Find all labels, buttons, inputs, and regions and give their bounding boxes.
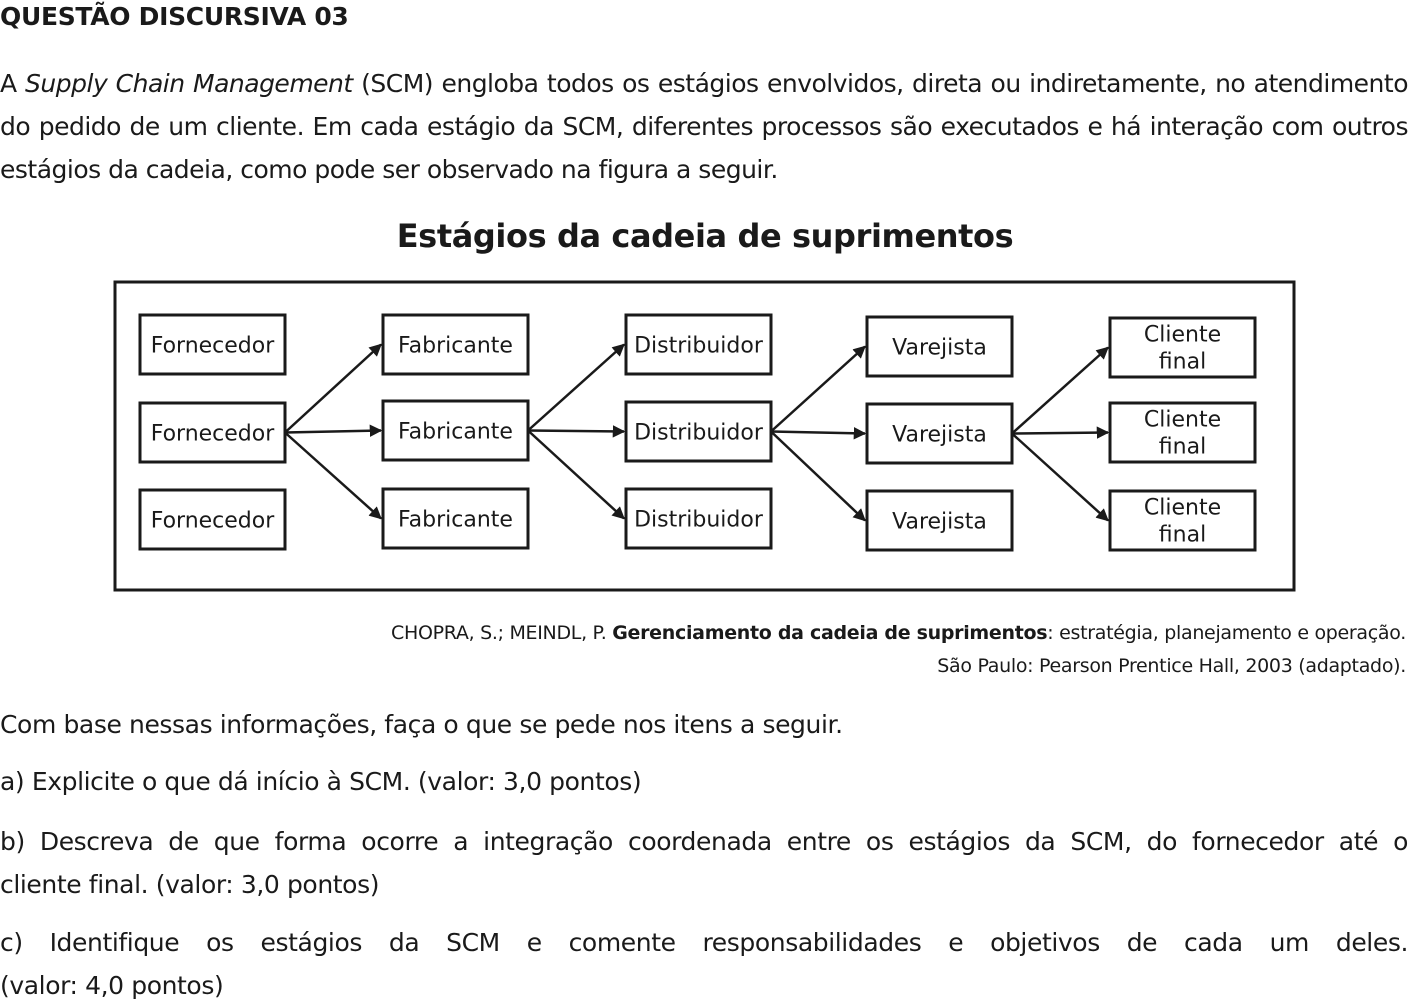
stage-box-label: final — [1158, 522, 1207, 548]
intro-term: Supply Chain Management — [25, 69, 353, 98]
flow-arrow — [1012, 433, 1108, 434]
stage-box-label: final — [1158, 349, 1207, 375]
stage-box-label: Fornecedor — [150, 508, 275, 534]
stage-box-label: Fabricante — [398, 419, 513, 445]
stage-box-label: final — [1158, 434, 1207, 460]
flow-arrow — [285, 345, 381, 433]
flow-arrow — [771, 432, 865, 521]
stage-box-label: Cliente — [1143, 322, 1222, 348]
flow-arrow — [528, 345, 624, 431]
item-c-line-2: (valor: 4,0 pontos) — [0, 971, 224, 1000]
citation-line-2: São Paulo: Pearson Prentice Hall, 2003 (adaptado). — [937, 655, 1406, 677]
stage-box-label: Varejista — [892, 335, 987, 361]
citation-line-1 — [391, 622, 1406, 644]
item-a: a) Explicite o que dá início à SCM. (valor: 3,0 pontos) — [0, 767, 642, 796]
flow-arrow — [771, 347, 865, 432]
stage-box-label: Fabricante — [398, 507, 513, 533]
question-heading: QUESTÃO DISCURSIVA 03 — [0, 2, 349, 31]
flow-arrow — [1012, 348, 1108, 434]
flow-arrow — [1012, 434, 1108, 521]
item-b-line-1: b) Descreva de que forma ocorre a integração coordenada entre os estágios da SCM, do fornecedor até o — [0, 827, 1408, 856]
citation-book: Gerenciamento da cadeia de suprimentos — [612, 622, 1048, 644]
intro-prefix: A — [0, 69, 26, 98]
flow-arrow — [285, 431, 381, 433]
item-b-line-2: cliente final. (valor: 3,0 pontos) — [0, 870, 380, 899]
flow-arrow — [285, 433, 381, 519]
intro-rest: (SCM) engloba todos os estágios envolvidos, direta ou indiretamente, no atendimento do pedido de um cliente. Em cada estágio da SCM, diferentes processos são executados e há interação com outros estágios da cadeia, como pode ser observado na figura a seguir. — [0, 69, 1408, 184]
citation-authors: CHOPRA, S.; MEINDL, P. — [391, 622, 613, 644]
item-c-line-1: c) Identifique os estágios da SCM e comente responsabilidades e objetivos de cada um deles. — [0, 928, 1408, 957]
stage-box-label: Distribuidor — [634, 333, 763, 359]
stage-box-label: Varejista — [892, 422, 987, 448]
stage-box-label: Fornecedor — [150, 421, 275, 447]
instructions-text: Com base nessas informações, faça o que se pede nos itens a seguir. — [0, 710, 843, 739]
stage-box-label: Distribuidor — [634, 420, 763, 446]
flow-arrow — [528, 431, 624, 432]
flow-arrow — [771, 432, 865, 434]
citation-subtitle: : estratégia, planejamento e operação. — [1047, 622, 1406, 644]
stage-box-label: Fabricante — [398, 333, 513, 359]
flow-arrow — [528, 431, 624, 519]
stage-box-label: Cliente — [1143, 495, 1222, 521]
stage-box-label: Fornecedor — [150, 333, 275, 359]
stage-box-label: Cliente — [1143, 407, 1222, 433]
figure-title: Estágios da cadeia de suprimentos — [396, 217, 1014, 255]
stage-box-label: Distribuidor — [634, 507, 763, 533]
stage-box-label: Varejista — [892, 509, 987, 535]
